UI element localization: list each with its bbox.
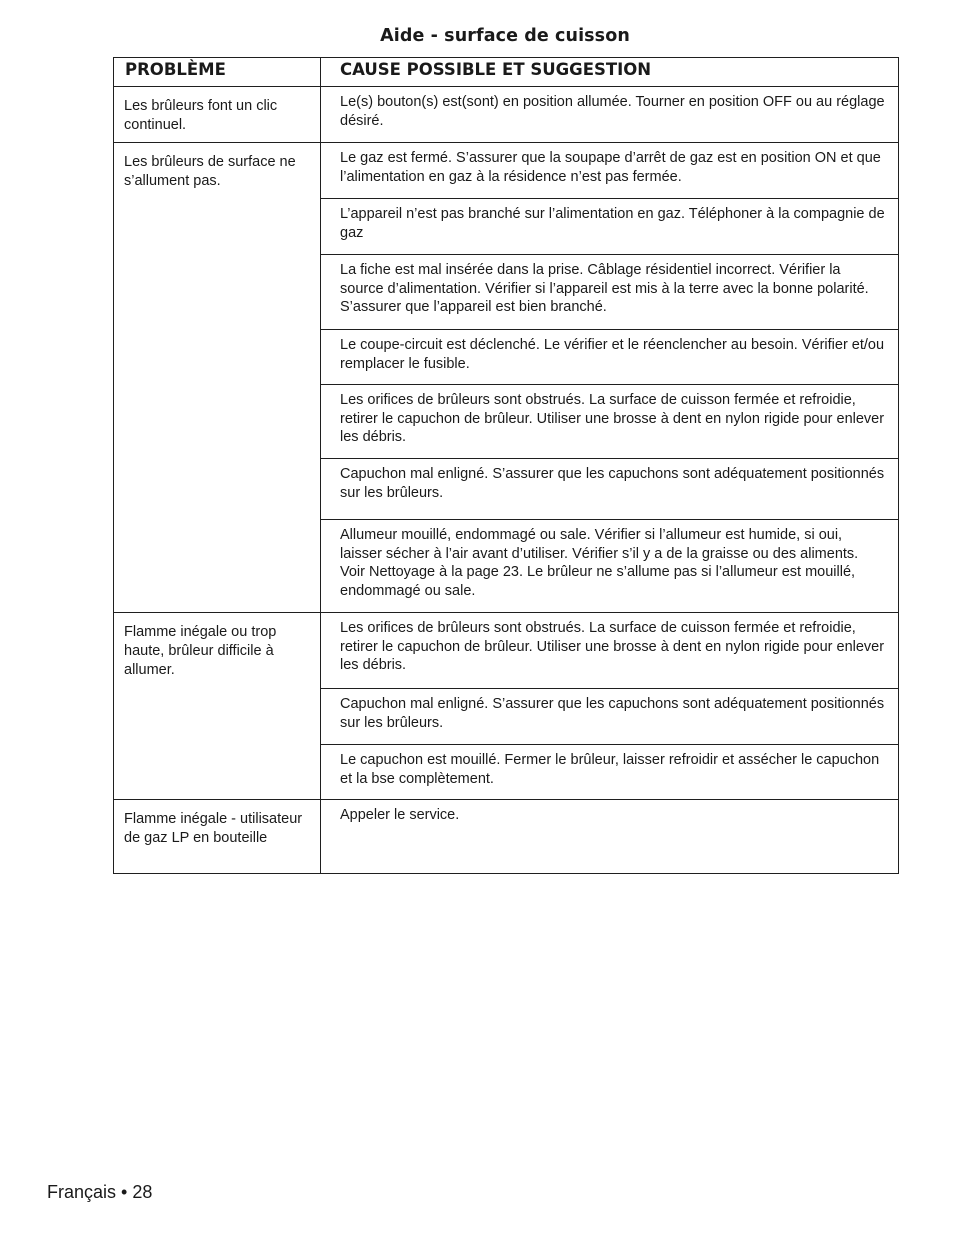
- cause-cell: Le capuchon est mouillé. Fermer le brûleur, laisser refroidir et assécher le capuchon et la bse complètement.: [321, 745, 899, 800]
- page-footer: Français • 28: [47, 1182, 153, 1202]
- cause-cell: La fiche est mal insérée dans la prise. Câblage résidentiel incorrect. Vérifier la source d’alimentation. Vérifier si l’appareil est mis à la terre avec la bonne polarité. S’assurer que l’appareil est bien branché.: [321, 255, 899, 330]
- cause-cell: Les orifices de brûleurs sont obstrués. La surface de cuisson fermée et refroidie, retirer le capuchon de brûleur. Utiliser une brosse à dent en nylon rigide pour enlever les débris.: [321, 385, 899, 459]
- cause-column-header: CAUSE POSSIBLE ET SUGGESTION: [321, 58, 899, 87]
- table-row: [114, 143, 899, 199]
- cause-cell: Capuchon mal enligné. S’assurer que les capuchons sont adéquatement positionnés sur les brûleurs.: [321, 459, 899, 520]
- cause-cell: Allumeur mouillé, endommagé ou sale. Vérifier si l’allumeur est humide, si oui, laisser sécher à l’air avant d’utiliser. Vérifier s’il y a de la graisse ou des aliments. Voir Nettoyage à la page 23. Le brûleur ne s’allume pas si l’allumeur est mouillé, endommagé ou sale.: [321, 520, 899, 613]
- table-row: [114, 800, 899, 874]
- cause-cell: Le(s) bouton(s) est(sont) en position allumée. Tourner en position OFF ou au réglage désiré.: [321, 87, 899, 143]
- table-header-row: [114, 58, 899, 87]
- troubleshooting-table: [113, 57, 899, 874]
- page-title: Aide - surface de cuisson: [380, 26, 630, 46]
- problem-cell: Flamme inégale ou trop haute, brûleur difficile à allumer.: [114, 613, 321, 800]
- problem-cell: Les brûleurs font un clic continuel.: [114, 87, 321, 143]
- cause-cell: Le gaz est fermé. S’assurer que la soupape d’arrêt de gaz est en position ON et que l’alimentation en gaz à la résidence n’est pas fermée.: [321, 143, 899, 199]
- problem-cell: Flamme inégale - utilisateur de gaz LP en bouteille: [114, 800, 321, 874]
- table-row: [114, 87, 899, 143]
- cause-cell: Le coupe-circuit est déclenché. Le vérifier et le réenclencher au besoin. Vérifier et/ou remplacer le fusible.: [321, 330, 899, 385]
- cause-cell: Capuchon mal enligné. S’assurer que les capuchons sont adéquatement positionnés sur les brûleurs.: [321, 689, 899, 745]
- problem-cell: Les brûleurs de surface ne s’allument pas.: [114, 143, 321, 613]
- cause-cell: Les orifices de brûleurs sont obstrués. La surface de cuisson fermée et refroidie, retirer le capuchon de brûleur. Utiliser une brosse à dent en nylon rigide pour enlever les débris.: [321, 613, 899, 689]
- table-row: [114, 613, 899, 689]
- problem-column-header: PROBLÈME: [114, 58, 321, 87]
- cause-cell: L’appareil n’est pas branché sur l’alimentation en gaz. Téléphoner à la compagnie de gaz: [321, 199, 899, 255]
- cause-cell: Appeler le service.: [321, 800, 899, 874]
